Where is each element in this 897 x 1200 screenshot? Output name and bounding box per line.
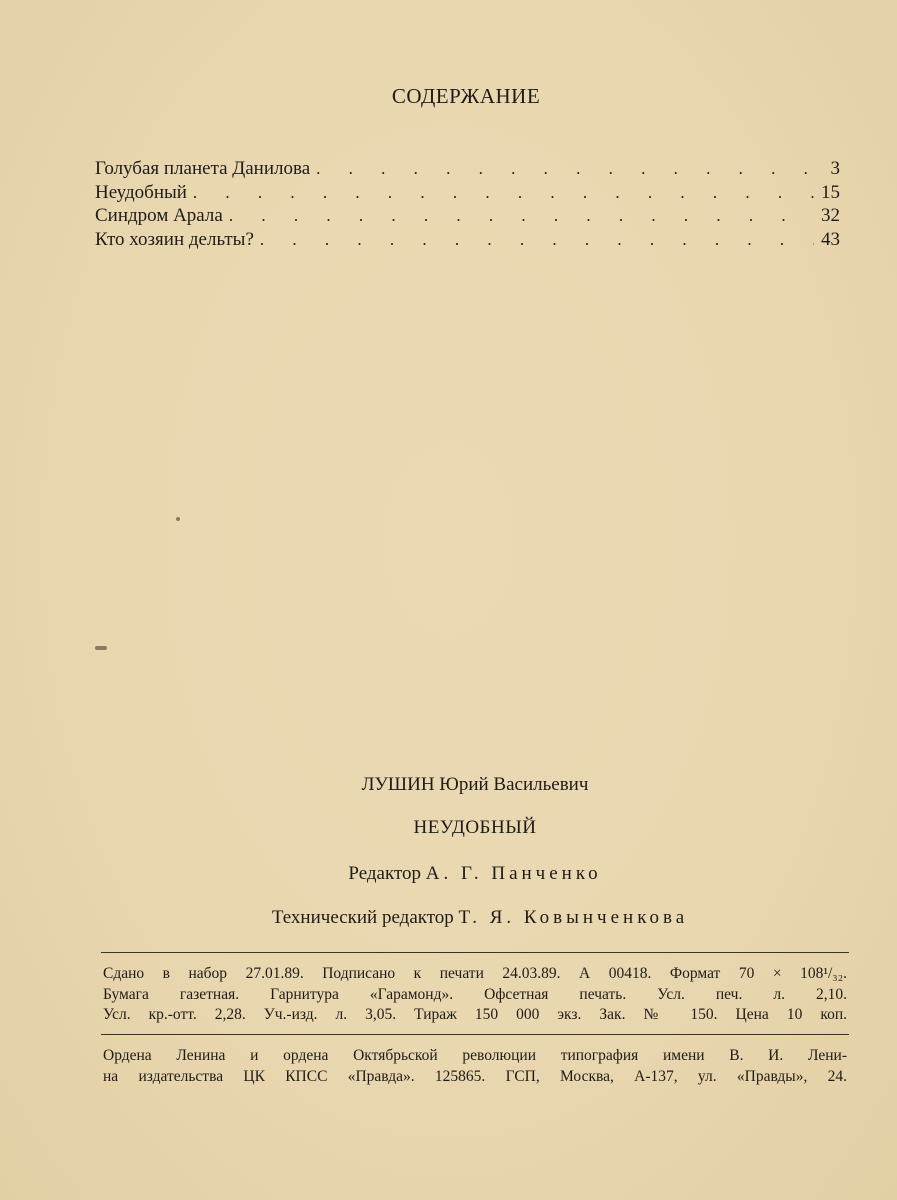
print-spec-line: Усл. кр.-отт. 2,28. Уч.-изд. л. 3,05. Тираж 150 000 экз. Зак. № 150. Цена 10 коп. [103,1006,847,1023]
author-line [0,774,897,796]
print-spec-line: Бумага газетная. Гарнитура «Гарамонд». Офсетная печать. Усл. печ. л. 2,10. [103,985,847,1003]
toc-leader-dots [229,204,814,227]
toc-leader-dots [260,228,814,251]
author-surname: ЛУШИН [361,774,435,795]
toc-entry-title: Неудобный [95,181,187,203]
toc-entry [95,204,840,228]
toc-entry [95,228,840,252]
tech-editor-line [5,907,897,929]
toc-leader-dots [193,181,814,204]
toc-entry-page: 15 [821,181,840,203]
toc-entry [95,181,840,205]
tech-editor-name: Т. Я. Ковынченкова [458,907,689,928]
toc-entry-page: 32 [821,205,840,226]
toc-entry-page: 3 [830,158,840,179]
toc-entry-title: Синдром Арала [95,205,223,226]
divider [101,1034,849,1035]
table-of-contents [95,157,840,251]
toc-entry [95,157,840,181]
printer-line: Ордена Ленина и ордена Октябрьской революции типография имени В. И. Лени- [103,1047,847,1064]
divider [101,952,849,953]
paper-speck [176,517,180,521]
print-specs [103,964,847,1026]
printer-info [103,1046,847,1087]
paper-speck [95,646,107,650]
tech-editor-label: Технический редактор [271,907,454,928]
toc-heading: СОДЕРЖАНИЕ [391,84,541,108]
book-title: НЕУДОБНЫЙ [413,817,537,838]
toc-entry-page: 43 [821,228,840,250]
editor-name: А. Г. Панченко [425,863,602,884]
printer-line: на издательства ЦК КПСС «Правда». 125865. ГСП, Москва, А-137, ул. «Правды», 24. [103,1067,847,1085]
author-given-names: Юрий Васильевич [439,774,589,795]
print-spec-line: Сдано в набор 27.01.89. Подписано к печати 24.03.89. А 00418. Формат 70 × 108¹/₃₂. [103,965,847,982]
toc-entry-title: Кто хозяин дельты? [95,228,254,250]
toc-leader-dots [316,157,814,180]
editor-line [0,863,897,885]
toc-entry-title: Голубая планета Данилова [95,158,311,179]
editor-label: Редактор [348,863,422,884]
